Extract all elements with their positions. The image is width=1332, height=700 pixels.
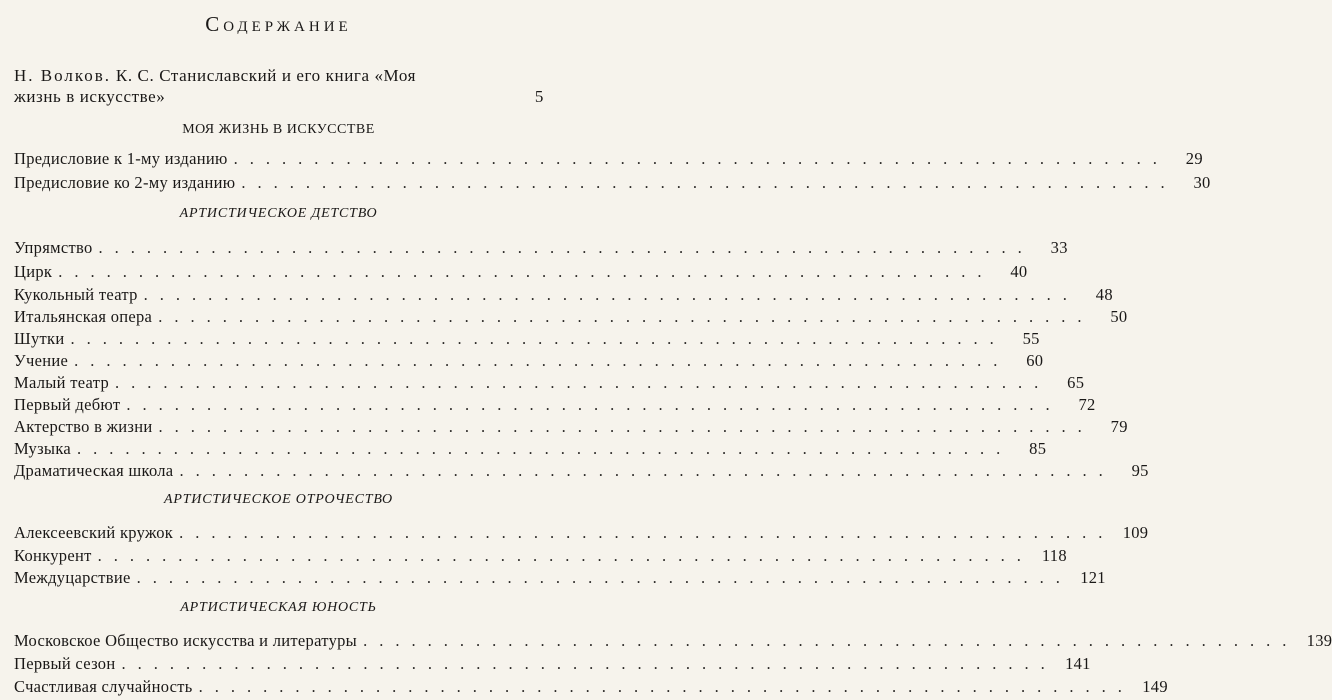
page-title: Содержание <box>205 12 352 36</box>
part-title: МОЯ ЖИЗНЬ В ИСКУССТВЕ <box>182 122 375 137</box>
dot-leader: .......................................................... <box>233 149 1169 168</box>
dot-leader: .......................................................... <box>77 439 1013 458</box>
toc-entry-title: Шутки <box>14 329 65 348</box>
intro-entry-line1 <box>14 65 544 86</box>
intro-page-number: 5 <box>534 87 544 106</box>
dot-leader: .......................................................... <box>136 568 1072 587</box>
toc-entry-title: Конкурент <box>14 546 92 565</box>
toc-entry <box>14 676 1168 698</box>
toc-entry <box>14 350 1044 372</box>
toc-entry-page: 109 <box>1122 523 1149 542</box>
toc-entry-title: Первый сезон <box>14 654 116 673</box>
toc-entry-title: Предисловие ко 2-му изданию <box>14 173 236 192</box>
toc-entry-title: Актерство в жизни <box>14 417 153 436</box>
intro-entry-line2 <box>14 86 544 107</box>
intro-text-line2: жизнь в искусстве» <box>14 87 166 106</box>
toc-entry <box>14 261 1028 283</box>
toc-entry-title: Московское Общество искусства и литературы <box>14 631 358 650</box>
intro-author: Н. Волков. <box>14 66 112 85</box>
dot-leader: .......................................................... <box>70 329 1006 348</box>
toc-entry <box>14 237 1068 259</box>
toc-entry-title: Первый дебют <box>14 395 121 414</box>
toc-entry-title: Учение <box>14 351 69 370</box>
toc-entry-page: 95 <box>1131 461 1149 480</box>
toc-entry-page: 48 <box>1095 285 1113 304</box>
toc-entry <box>14 416 1128 438</box>
toc-entry-page: 33 <box>1050 238 1068 257</box>
dot-leader: .......................................................... <box>98 238 1034 257</box>
dot-leader: .......................................................... <box>179 523 1115 542</box>
toc-entry <box>14 653 1091 675</box>
intro-text-line1: К. С. Станиславский и его книга «Моя <box>115 66 417 85</box>
toc-entry-title: Алексеевский кружок <box>14 523 174 542</box>
toc-entry-title: Малый театр <box>14 373 110 392</box>
toc-entry-title: Счастливая случайность <box>14 677 193 696</box>
toc-entry-page: 29 <box>1185 149 1203 168</box>
toc-entry-page: 65 <box>1067 373 1085 392</box>
toc-entry <box>14 394 1096 416</box>
toc-entry-title: Кукольный театр <box>14 285 138 304</box>
toc-entry-title: Драматическая школа <box>14 461 174 480</box>
toc-entry <box>14 328 1040 350</box>
toc-entry-page: 141 <box>1065 654 1091 673</box>
section-heading: АРТИСТИЧЕСКОЕ ДЕТСТВО <box>179 206 378 221</box>
toc-entry-title: Упрямство <box>14 238 93 257</box>
toc-entry-page: 139 <box>1306 631 1332 650</box>
toc-entry <box>14 545 1067 567</box>
toc-entry-title: Итальянская опера <box>14 307 153 326</box>
dot-leader: .......................................................... <box>126 395 1062 414</box>
toc-entry-title: Цирк <box>14 262 53 281</box>
toc-entry-page: 79 <box>1110 417 1128 436</box>
toc-entry <box>14 372 1085 394</box>
toc-entry-title: Междуцарствие <box>14 568 131 587</box>
toc-entry <box>14 306 1128 328</box>
dot-leader: .......................................................... <box>198 677 1134 696</box>
toc-entry-page: 72 <box>1078 395 1096 414</box>
dot-leader: .......................................................... <box>179 461 1115 480</box>
toc-entry <box>14 284 1113 306</box>
dot-leader: .......................................................... <box>158 417 1094 436</box>
toc-entry-title: Предисловие к 1-му изданию <box>14 149 228 168</box>
dot-leader: .......................................................... <box>115 373 1051 392</box>
toc-entry <box>14 522 1149 544</box>
section-heading: АРТИСТИЧЕСКОЕ ОТРОЧЕСТВО <box>164 492 393 507</box>
toc-entry-page: 85 <box>1029 439 1047 458</box>
section-heading: АРТИСТИЧЕСКАЯ ЮНОСТЬ <box>180 600 377 615</box>
dot-leader: .......................................................... <box>58 262 994 281</box>
toc-entry-title: Музыка <box>14 439 72 458</box>
toc-entry-page: 149 <box>1142 677 1168 696</box>
dot-leader: .......................................................... <box>363 631 1299 650</box>
toc-entry-page: 30 <box>1193 173 1211 192</box>
toc-entry <box>14 460 1149 482</box>
toc-entry-page: 118 <box>1041 546 1067 565</box>
toc-entry <box>14 172 1211 194</box>
toc-entry <box>14 438 1047 460</box>
toc-entry-page: 55 <box>1022 329 1040 348</box>
toc-entry-page: 50 <box>1110 307 1128 326</box>
toc-entry <box>14 148 1203 170</box>
dot-leader: .......................................................... <box>241 173 1177 192</box>
toc-entry <box>14 630 1332 652</box>
dot-leader: .......................................................... <box>121 654 1057 673</box>
dot-leader: .......................................................... <box>158 307 1094 326</box>
toc-entry-page: 60 <box>1026 351 1044 370</box>
toc-entry-page: 40 <box>1010 262 1028 281</box>
toc-entry <box>14 567 1106 589</box>
toc-entry-page: 121 <box>1080 568 1106 587</box>
dot-leader: .......................................................... <box>97 546 1033 565</box>
dot-leader: .......................................................... <box>143 285 1079 304</box>
dot-leader: .......................................................... <box>74 351 1010 370</box>
